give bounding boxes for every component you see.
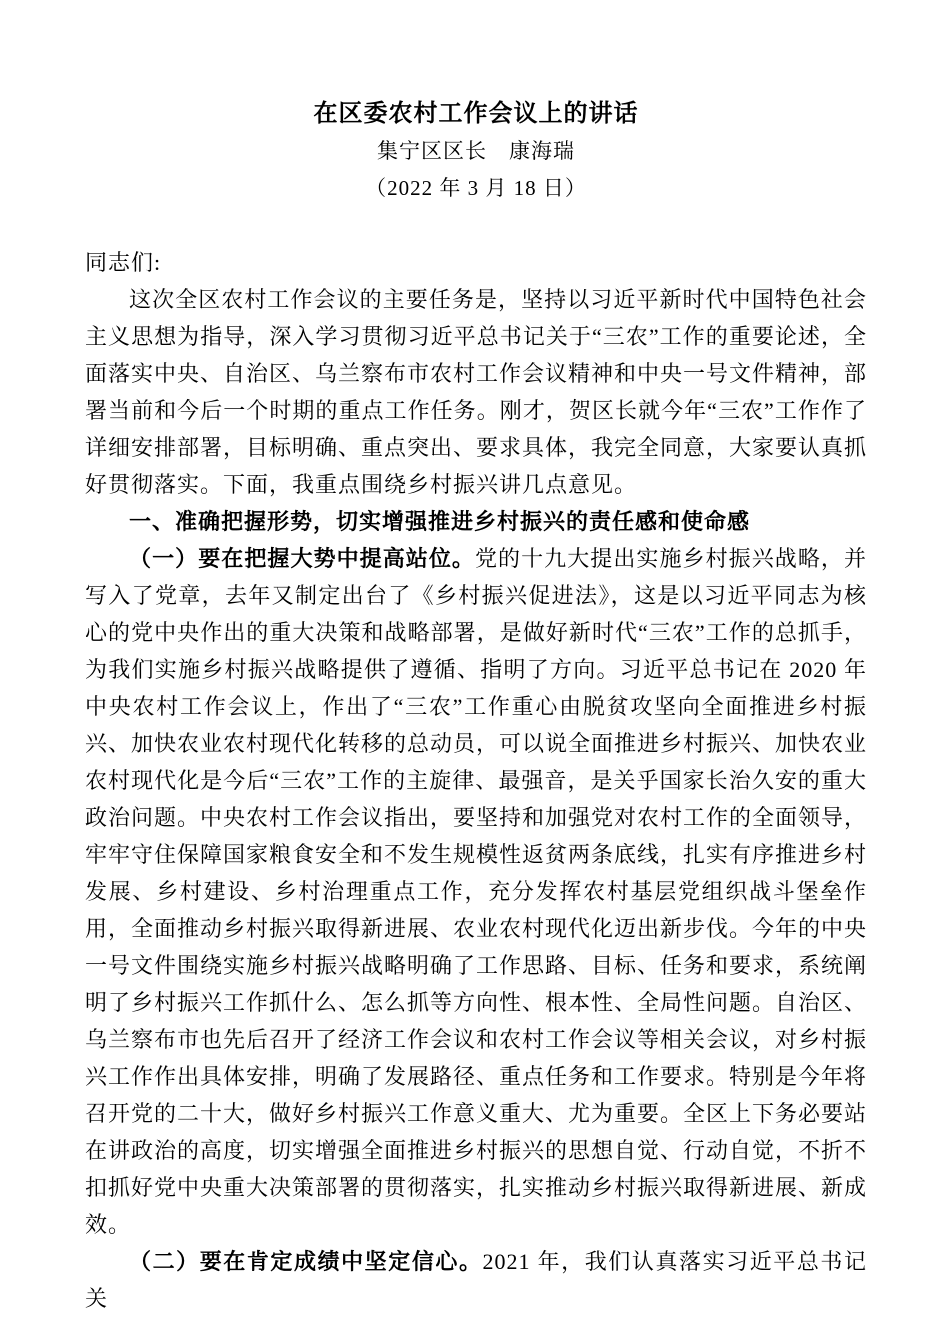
document-title: 在区委农村工作会议上的讲话: [313, 101, 639, 127]
paragraph-intro: 这次全区农村工作会议的主要任务是，坚持以习近平新时代中国特色社会主义思想为指导，深入学习贯彻习近平总书记关于“三农”工作的重要论述，全面落实中央、自治区、乌兰察布市农村工作会议精神和中央一号文件精神，部署当前和今后一个时期的重点工作任务。刚才，贺区长就今年“三农”工作作了详细安排部署，目标明确、重点突出、要求具体，我完全同意，大家要认真抓好贯彻落实。下面，我重点围绕乡村振兴讲几点意见。: [85, 287, 868, 497]
section-heading-1: 一、准确把握形势，切实增强推进乡村振兴的责任感和使命感: [129, 509, 751, 534]
paragraph-sub-1: [85, 540, 867, 1243]
author-line: 集宁区区长 康海瑞: [377, 139, 575, 163]
paragraph-sub-1-lead: （一）要在把握大势中提高站位。: [129, 546, 475, 571]
date-line: （2022 年 3 月 18 日）: [365, 176, 587, 200]
paragraph-sub-2-text: 2021 年，我们认真落实习近平总书记关: [85, 1249, 867, 1311]
paragraph-sub-2: [85, 1243, 867, 1317]
paragraph-sub-1-text: 党的十九大提出实施乡村振兴战略，并写入了党章，去年又制定出台了《乡村振兴促进法》，这是以习近平同志为核心的党中央作出的重大决策和战略部署，是做好新时代“三农”工作的总抓手，为我们实施乡村振兴战略提供了遵循、指明了方向。习近平总书记在 2020 年中央农村工作会议上，作出了“三农”工作重心由脱贫攻坚向全面推进乡村振兴、加快农业农村现代化转移的总动员，可以说全面推进乡村振兴、加快农业农村现代化是今后“三农”工作的主旋律、最强音，是关乎国家长治久安的重大政治问题。中央农村工作会议指出，要坚持和加强党对农村工作的全面领导，牢牢守住保障国家粮食安全和不发生规模性返贫两条底线，扎实有序推进乡村发展、乡村建设、乡村治理重点工作，充分发挥农村基层党组织战斗堡垒作用，全面推动乡村振兴取得新进展、农业农村现代化迈出新步伐。今年的中央一号文件围绕实施乡村振兴战略明确了工作思路、目标、任务和要求，系统阐明了乡村振兴工作抓什么、怎么抓等方向性、根本性、全局性问题。自治区、乌兰察布市也先后召开了经济工作会议和农村工作会议等相关会议，对乡村振兴工作作出具体安排，明确了发展路径、重点任务和工作要求。特别是今年将召开党的二十大，做好乡村振兴工作意义重大、尤为重要。全区上下务必要站在讲政治的高度，切实增强全面推进乡村振兴的思想自觉、行动自觉，不折不扣抓好党中央重大决策部署的贯彻落实，扎实推动乡村振兴取得新进展、新成效。: [85, 546, 868, 1237]
salutation: 同志们:: [85, 250, 162, 275]
paragraph-sub-2-lead: （二）要在肯定成绩中坚定信心。: [129, 1249, 483, 1274]
